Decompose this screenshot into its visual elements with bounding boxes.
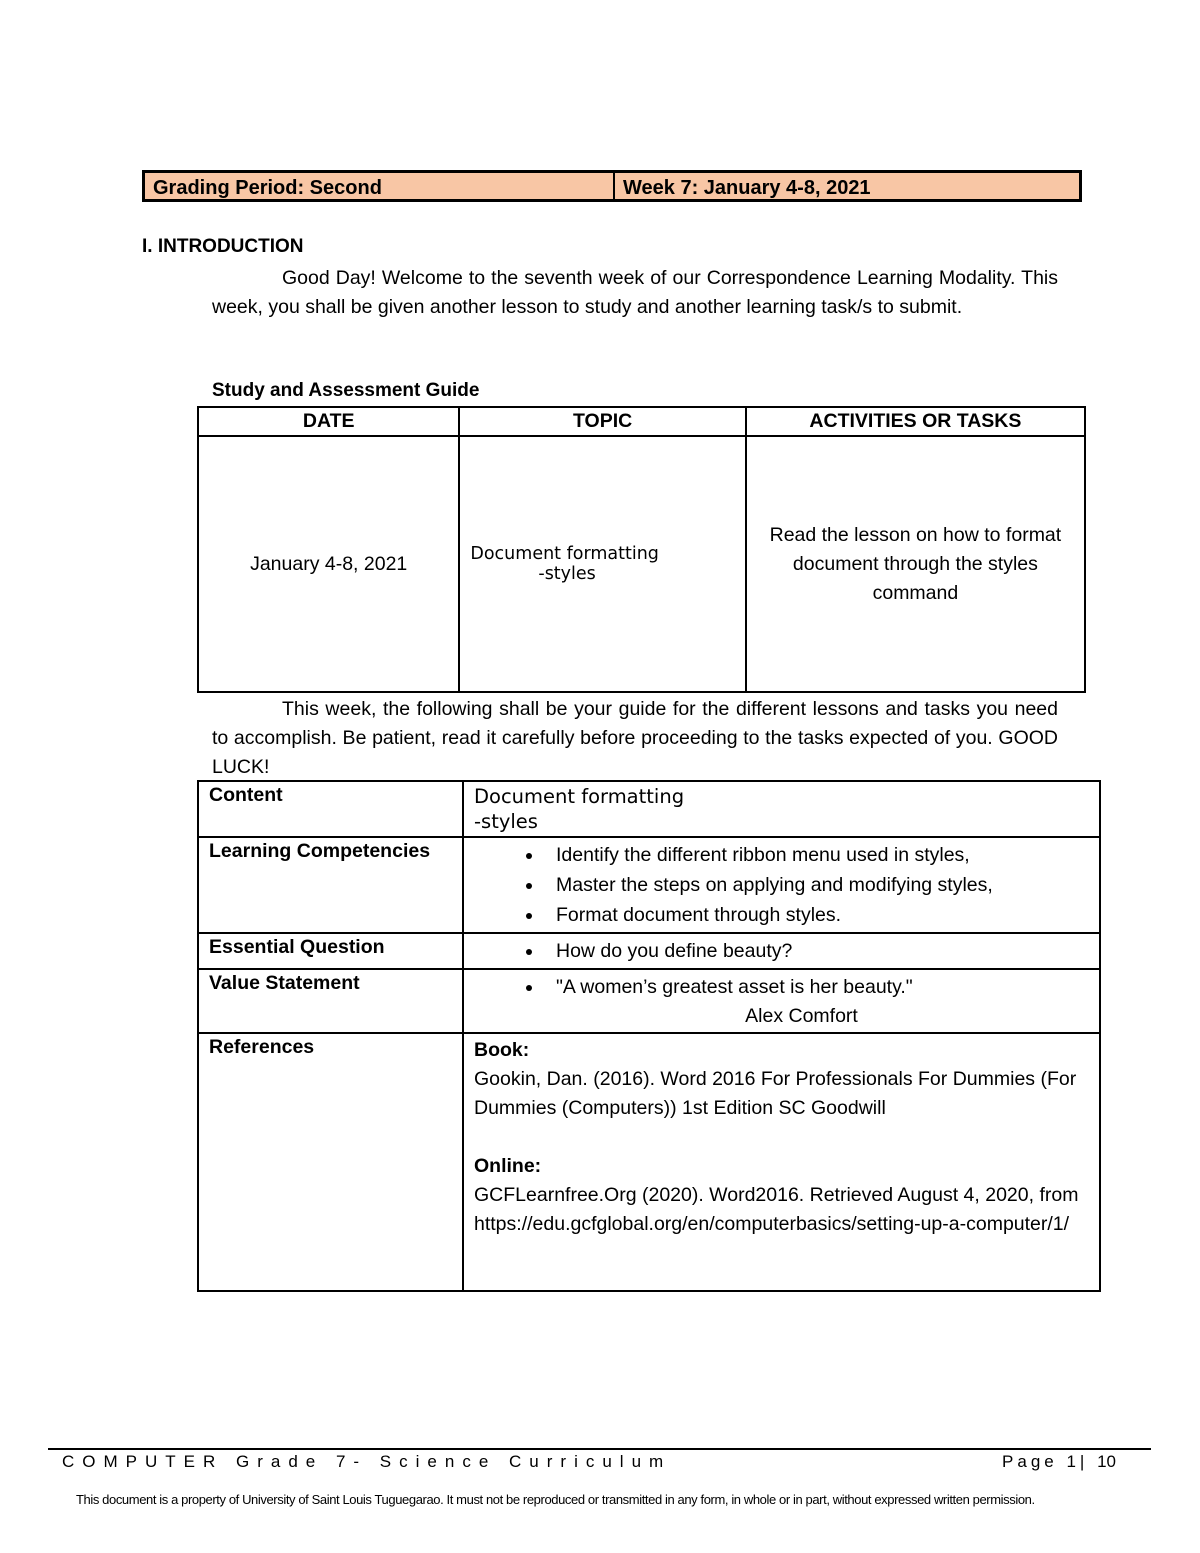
introduction-text: Good Day! Welcome to the seventh week of our Correspondence Learning Modality. This week, you shall be given another lesson to study and another learning task/s to submit. (212, 267, 1058, 318)
week-label: Week 7: January 4-8, 2021 (623, 177, 871, 199)
copyright-disclaimer: This document is a property of University of Saint Louis Tuguegarao. It must not be reproduced or transmitted in any form, in whole or in part, without expressed written permission. (76, 1492, 1035, 1507)
topic-cell (459, 436, 745, 692)
col-date: DATE (198, 407, 459, 436)
topic-subline: -styles (538, 564, 596, 584)
col-activities: ACTIVITIES OR TASKS (746, 407, 1085, 436)
table-row (198, 969, 1100, 1033)
grading-period-header (142, 170, 1082, 202)
content-value (463, 781, 1100, 837)
question-value (463, 933, 1100, 969)
footer-page-number (1002, 1452, 1116, 1472)
list-item: • Format document through styles. (544, 900, 1089, 930)
study-guide-title: Study and Assessment Guide (212, 380, 480, 401)
footer-course: COMPUTER Grade 7- Science Curriculum (62, 1452, 672, 1471)
value-statement (463, 969, 1100, 1033)
online-reference: GCFLearnfree.Org (2020). Word2016. Retrieved August 4, 2020, from https://edu.gcfglobal.org/en/computerbasics/setting-up-a-computer/1/ (474, 1184, 1079, 1235)
value-author: Alex Comfort (745, 1005, 858, 1027)
footer-divider (48, 1448, 1151, 1450)
list-item: • Master the steps on applying and modifying styles, (544, 870, 1089, 900)
list-item: • How do you define beauty? (544, 936, 1089, 966)
table-row (198, 781, 1100, 837)
introduction-heading: I. INTRODUCTION (142, 236, 304, 257)
page-total: 10 (1097, 1452, 1116, 1471)
references-value (463, 1033, 1100, 1291)
table-row (198, 1033, 1100, 1291)
guide-paragraph (212, 695, 1058, 782)
content-table (197, 780, 1101, 1292)
date-cell: January 4-8, 2021 (198, 436, 459, 692)
book-reference: Gookin, Dan. (2016). Word 2016 For Professionals For Dummies (For Dummies (Computers)) 1st Edition SC Goodwill (474, 1068, 1077, 1119)
online-heading: Online: (474, 1155, 542, 1177)
content-subline: -styles (474, 810, 538, 833)
table-row (198, 933, 1100, 969)
introduction-paragraph (212, 264, 1058, 322)
study-guide-table (197, 406, 1086, 693)
competencies-value (463, 837, 1100, 933)
value-quote: • "A women’s greatest asset is her beauty." (544, 972, 1089, 1002)
page-label: Page 1| (1002, 1452, 1089, 1471)
col-topic: TOPIC (459, 407, 745, 436)
references-label: References (198, 1033, 463, 1291)
question-label: Essential Question (198, 933, 463, 969)
content-line: Document formatting (474, 785, 685, 808)
activity-cell: Read the lesson on how to format document through the styles command (746, 436, 1085, 692)
value-label: Value Statement (198, 969, 463, 1033)
grading-period: Grading Period: Second (145, 173, 615, 199)
competencies-label: Learning Competencies (198, 837, 463, 933)
list-item: • Identify the different ribbon menu used in styles, (544, 840, 1089, 870)
book-heading: Book: (474, 1039, 530, 1061)
table-row (198, 837, 1100, 933)
table-row (198, 436, 1085, 692)
guide-text: This week, the following shall be your guide for the different lessons and tasks you need to accomplish. Be patient, read it carefully before proceeding to the tasks expected of you. GOOD LUCK! (212, 698, 1058, 778)
content-label: Content (198, 781, 463, 837)
topic-line: Document formatting (470, 544, 659, 564)
